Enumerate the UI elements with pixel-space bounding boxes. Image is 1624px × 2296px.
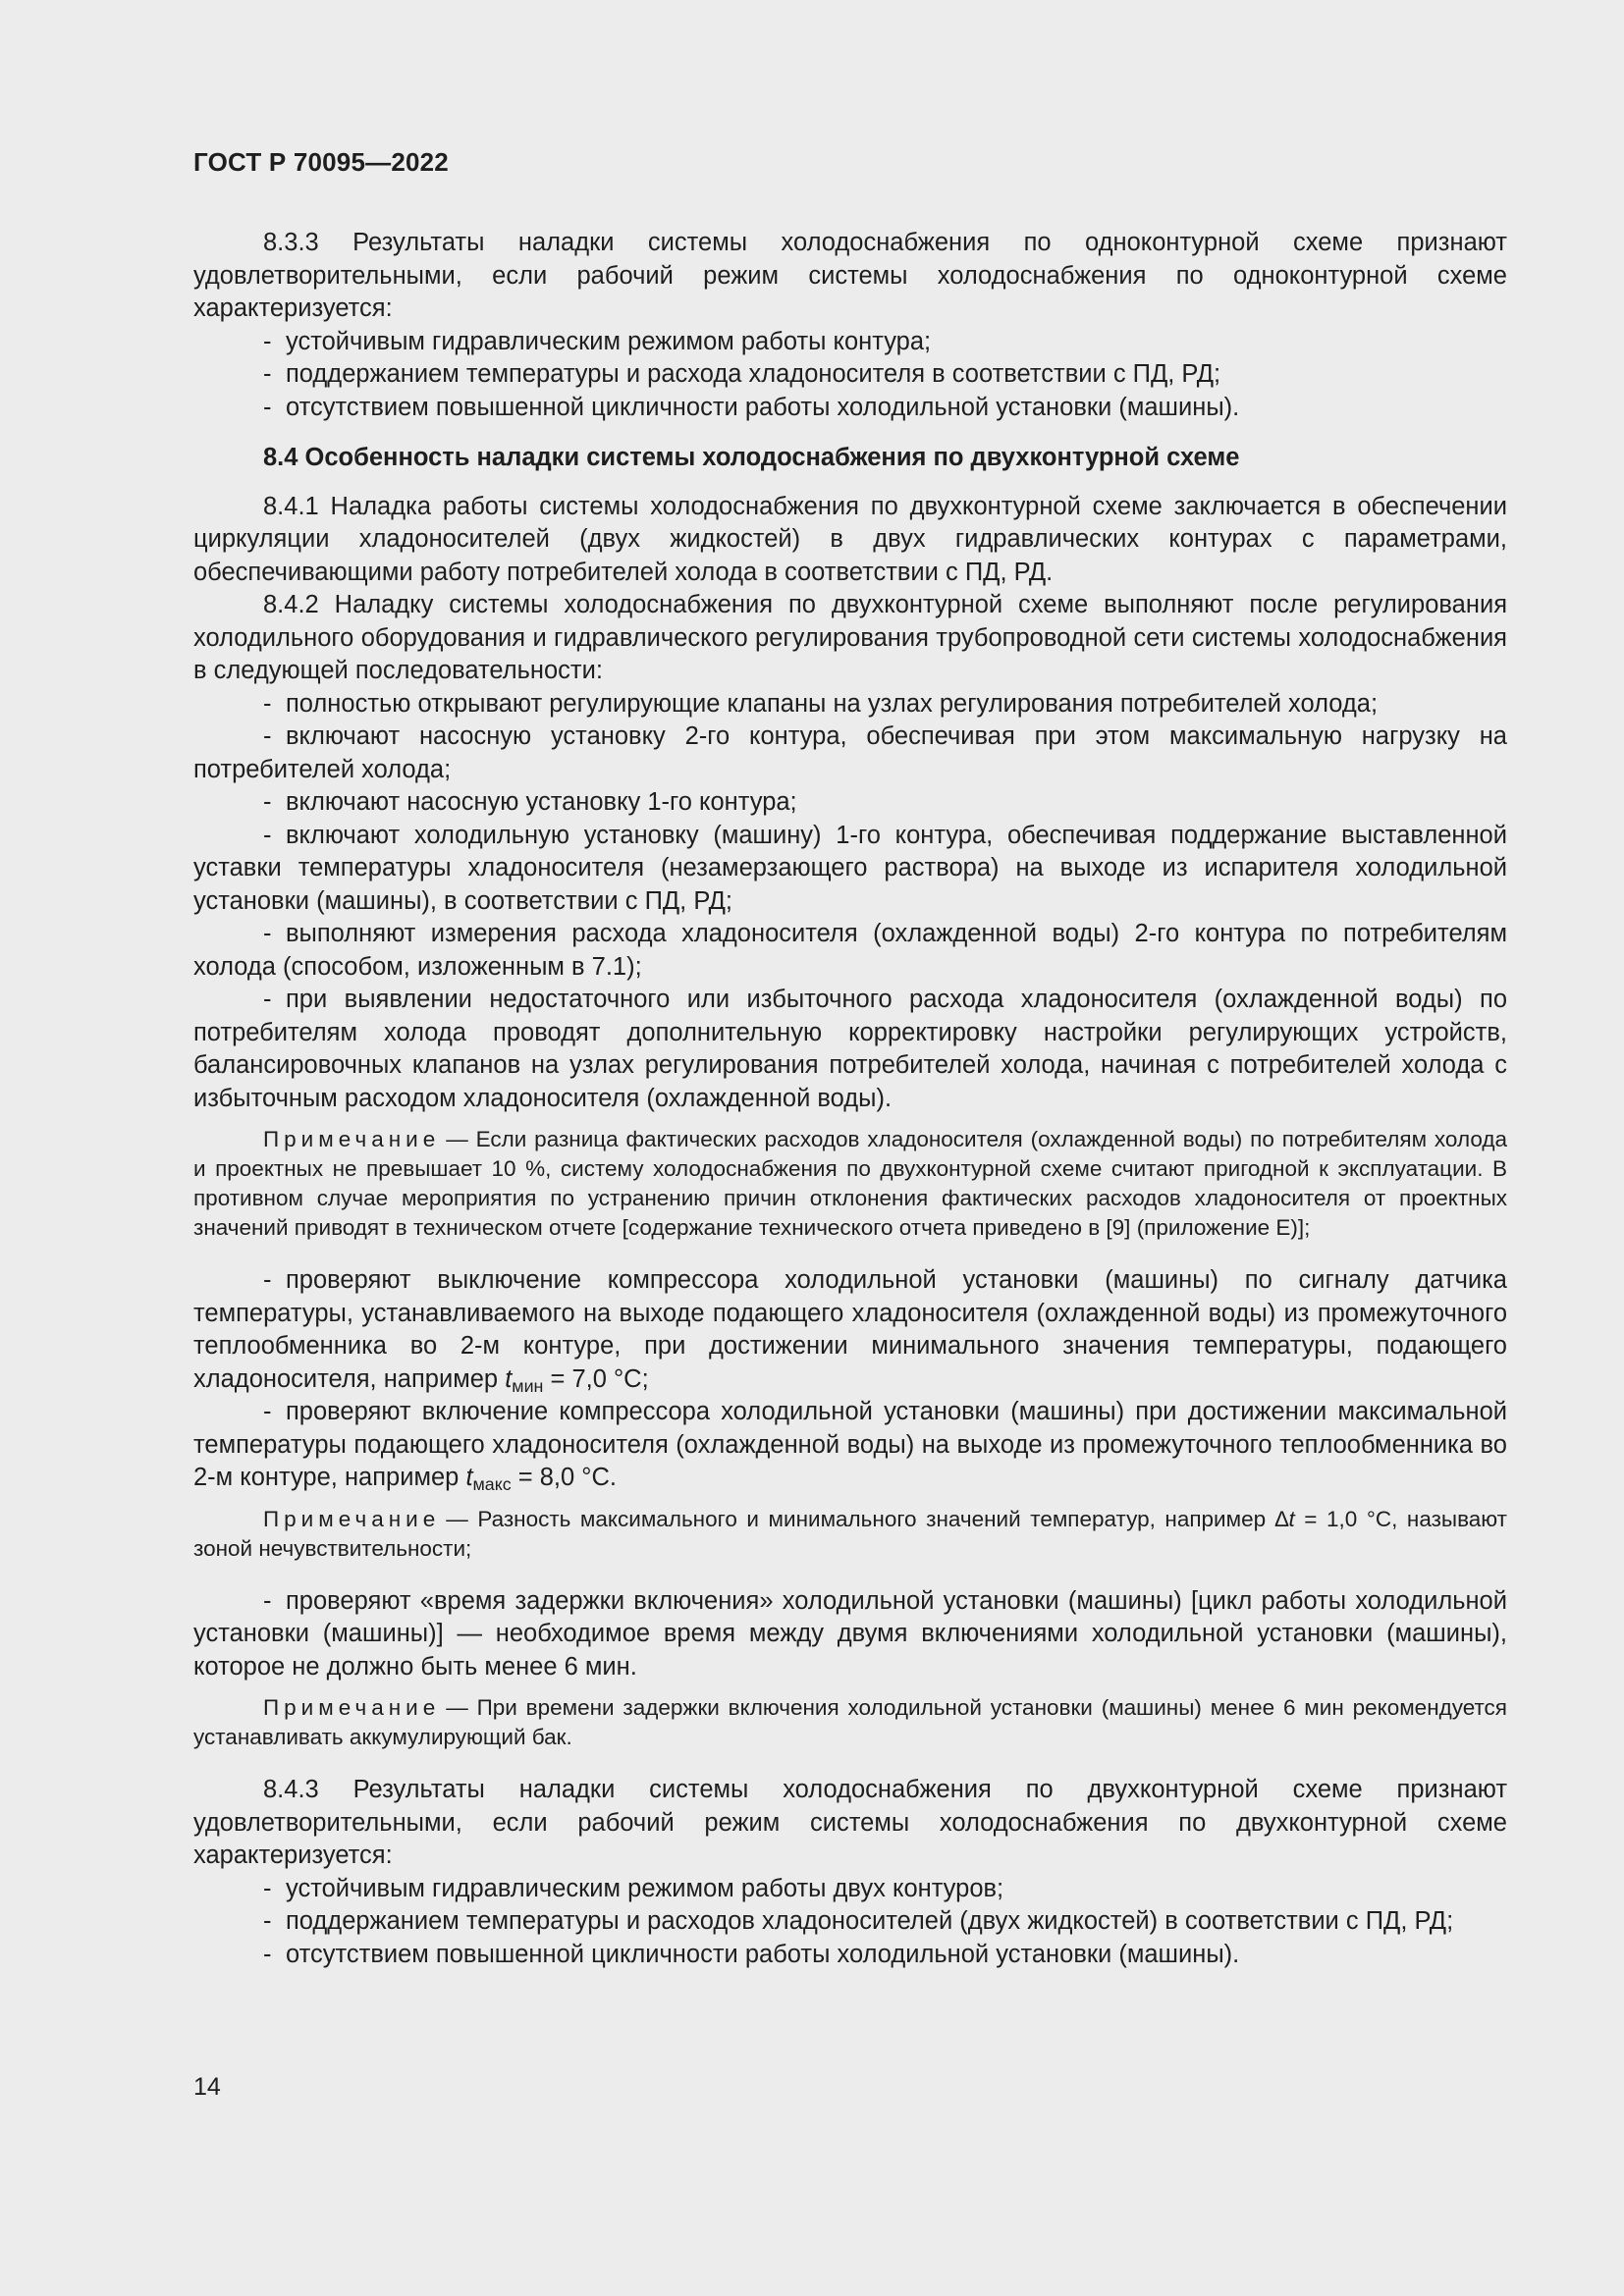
note-label: Примечание — [263, 1506, 441, 1531]
note-label: Примечание — [263, 1695, 441, 1720]
list-item: - отсутствием повышенной цикличности работы холодильной установки (машины). — [263, 1940, 1240, 1968]
document-body — [193, 227, 1507, 1971]
note-1: Примечание — Если разница фактических расходов хладоносителя (охлажденной воды) по потребителям холода и проектных не превышает 10 %, систему холодоснабжения по двухконтурной схеме считают пригодной к эксплуатации. В противном случае мероприятия по устранению причин отклонения фактических расходов хладоносителя от проектных значений приводят в техническом отчете [содержание технического отчета приведено в [9] (приложение Е)]; — [193, 1127, 1507, 1240]
list-item: - включают насосную установку 1-го контура; — [263, 788, 797, 816]
list-item: - проверяют выключение компрессора холодильной установки (машины) по сигналу датчика температуры, устанавливаемого на выходе подающего хладоносителя (охлажденной воды) из промежуточного теплообменника во 2-м контуре, при достижении минимального значения температуры, подающего хладоносителя, например $t_{мин} = 7,0$ °С; — [193, 1266, 1507, 1396]
page-number: 14 — [193, 2073, 221, 2101]
paragraph-8-4-3: 8.4.3 Результаты наладки системы холодоснабжения по двухконтурной схеме признают удовлетворительными, если рабочий режим системы холодоснабжения по двухконтурной схеме характеризуется: — [193, 1776, 1507, 1869]
list-item: - устойчивым гидравлическим режимом работы контура; — [263, 327, 932, 355]
list-item: - поддержанием температуры и расходов хладоносителей (двух жидкостей) в соответствии с ПД, РД; — [263, 1907, 1454, 1935]
paragraph-8-4-1: 8.4.1 Наладка работы системы холодоснабжения по двухконтурной схеме заключается в обеспечении циркуляции хладоносителей (двух жидкостей) в двух гидравлических контурах с параметрами, обеспечивающими работу потребителей холода в соответствии с ПД, РД. — [193, 492, 1507, 586]
list-item: - отсутствием повышенной цикличности работы холодильной установки (машины). — [263, 393, 1240, 421]
document-header: ГОСТ Р 70095—2022 — [193, 147, 449, 177]
list-item: - выполняют измерения расхода хладоносителя (охлажденной воды) 2-го контура по потребителям холода (способом, изложенным в 7.1); — [193, 920, 1507, 981]
section-heading-8-4: 8.4 Особенность наладки системы холодоснабжения по двухконтурной схеме — [263, 444, 1240, 471]
list-item: - проверяют «время задержки включения» холодильной установки (машины) [цикл работы холодильной установки (машины)] — необходимое время между двумя включениями холодильной установки (машины), которое не должно быть менее 6 мин. — [193, 1586, 1507, 1681]
note-3: Примечание — При времени задержки включения холодильной установки (машины) менее 6 мин рекомендуется устанавливать аккумулирующий бак. — [193, 1695, 1507, 1749]
note-label: Примечание — [263, 1127, 441, 1151]
list-item: - проверяют включение компрессора холодильной установки (машины) при достижении максимальной температуры подающего хладоносителя (охлажденной воды) на выходе из промежуточного теплообменника во 2-м контуре, например $t_{макс} = 8,0$ °С. — [193, 1398, 1507, 1494]
list-item: - полностью открывают регулирующие клапаны на узлах регулирования потребителей холода; — [263, 689, 1379, 718]
list-item: - включают холодильную установку (машину) 1-го контура, обеспечивая поддержание выставленной уставки температуры хладоносителя (незамерзающего раствора) на выходе из испарителя холодильной установки (машины), в соответствии с ПД, РД; — [193, 821, 1507, 915]
list-item: - устойчивым гидравлическим режимом работы двух контуров; — [263, 1874, 1004, 1902]
paragraph-8-3-3: 8.3.3 Результаты наладки системы холодоснабжения по одноконтурной схеме признают удовлетворительными, если рабочий режим системы холодоснабжения по одноконтурной схеме характеризуется: — [193, 229, 1507, 322]
list-item: - включают насосную установку 2-го контура, обеспечивая при этом максимальную нагрузку на потребителей холода; — [193, 722, 1507, 783]
list-item: - поддержанием температуры и расхода хладоносителя в соответствии с ПД, РД; — [263, 360, 1221, 388]
list-item: - при выявлении недостаточного или избыточного расхода хладоносителя (охлажденной воды) по потребителям холода проводят дополнительную корректировку настройки регулирующих устройств, балансировочных клапанов на узлах регулирования потребителей холода, начиная с потребителей холода с избыточным расходом хладоносителя (охлажденной воды). — [193, 986, 1507, 1112]
paragraph-8-4-2: 8.4.2 Наладку системы холодоснабжения по двухконтурной схеме выполняют после регулирования холодильного оборудования и гидравлического регулирования трубопроводной сети системы холодоснабжения в следующей последовательности: — [193, 591, 1507, 684]
note-2: Примечание — Разность максимального и минимального значений температур, например ∆t = 1,0 °С, называют зоной нечувствительности; — [193, 1506, 1507, 1561]
